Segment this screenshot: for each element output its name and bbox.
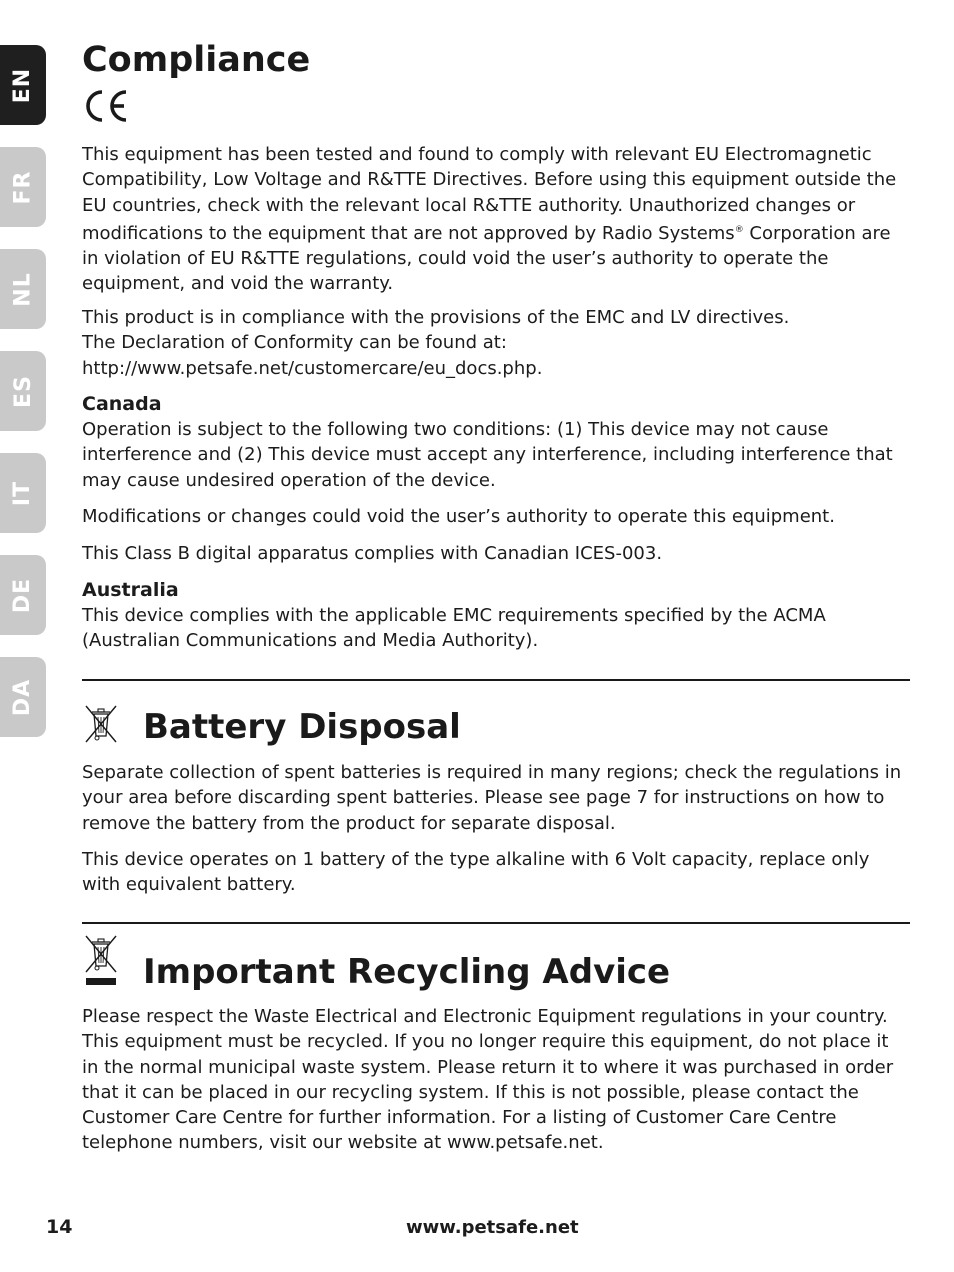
battery-disposal-title: Battery Disposal — [143, 707, 461, 747]
ce-mark-icon — [82, 88, 130, 124]
tab-es[interactable]: ES — [0, 351, 46, 431]
tab-nl[interactable]: NL — [0, 249, 46, 329]
australia-heading: Australia — [82, 579, 179, 601]
weee-bin-icon — [82, 934, 120, 990]
section-divider — [82, 922, 910, 924]
page-number: 14 — [46, 1216, 73, 1238]
section-divider — [82, 679, 910, 681]
compliance-paragraph-1: This equipment has been tested and found to comply with relevant EU Electromagnetic Compatibility, Low Voltage and R&TTE Directives. Before using this equipment outside the EU countries, check with the relevant local R&TTE authority. Unauthorized changes or modifications to the equipment that are not approved by Radio Systems® Corporation are in violation of EU R&TTE regulations, could void the user’s authority to operate the equipment, and void the warranty. — [82, 144, 897, 295]
tab-en[interactable]: EN — [0, 45, 46, 125]
compliance-paragraph-2: This product is in compliance with the provisions of the EMC and LV directives. The Declaration of Conformity can be found at: http://www.petsafe.net/customercare/eu_docs.php. — [82, 307, 790, 379]
tab-de[interactable]: DE — [0, 555, 46, 635]
battery-paragraph-1: Separate collection of spent batteries is required in many regions; check the regulations in your area before discarding spent batteries. Please see page 7 for instructions on how to remove the battery from the product for separate disposal. — [82, 762, 902, 834]
canada-paragraph-1: Operation is subject to the following two conditions: (1) This device may not cause interference and (2) This device must accept any interference, including interference that may cause undesired operation of the device. — [82, 419, 893, 491]
australia-paragraph: This device complies with the applicable EMC requirements specified by the ACMA (Australian Communications and Media Authority). — [82, 605, 826, 652]
footer-url[interactable]: www.petsafe.net — [406, 1217, 579, 1238]
tab-fr[interactable]: FR — [0, 147, 46, 227]
crossed-bin-icon — [82, 704, 120, 744]
recycling-paragraph: Please respect the Waste Electrical and Electronic Equipment regulations in your country. This equipment must be recycled. If you no longer require this equipment, do not place it in the normal municipal waste system. Please return it to where it was purchased in order that it can be placed in our recycling system. If this is not possible, please contact the Customer Care Centre for further information. For a listing of Customer Care Centre telephone numbers, visit our website at www.petsafe.net. — [82, 1006, 894, 1154]
tab-da[interactable]: DA — [0, 657, 46, 737]
battery-paragraph-2: This device operates on 1 battery of the type alkaline with 6 Volt capacity, replace only with equivalent battery. — [82, 849, 870, 896]
canada-paragraph-3: This Class B digital apparatus complies with Canadian ICES-003. — [82, 543, 663, 564]
recycling-advice-title: Important Recycling Advice — [143, 952, 671, 992]
tab-it[interactable]: IT — [0, 453, 46, 533]
compliance-title: Compliance — [82, 40, 311, 80]
canada-heading: Canada — [82, 393, 162, 415]
canada-paragraph-2: Modifications or changes could void the user’s authority to operate this equipment. — [82, 506, 835, 527]
